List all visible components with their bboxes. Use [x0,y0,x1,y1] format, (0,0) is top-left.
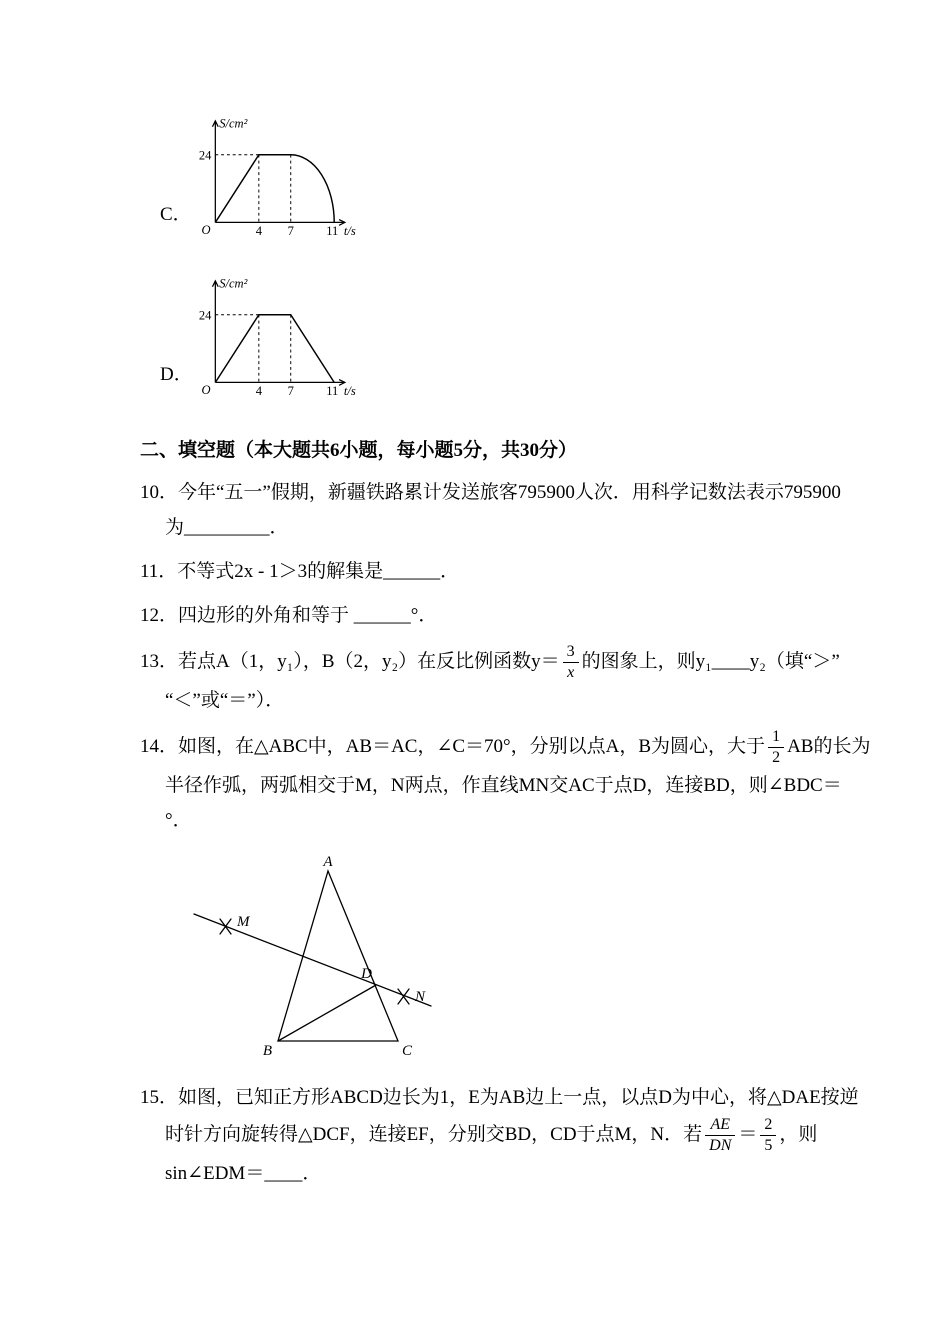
question-14 [140,727,890,838]
x-tick-4: 4 [255,384,262,398]
label-a: A [323,854,333,870]
graph-polyline [215,315,334,383]
fraction-numerator: 2 [760,1115,776,1136]
x-tick-11: 11 [326,224,339,238]
option-c-row [160,114,890,240]
label-b: B [262,1043,272,1059]
option-c-label: C． [160,204,192,225]
question-14-figure [186,854,890,1071]
question-11-text: 11．不等式2x - 1＞3的解集是______． [140,561,460,582]
q14-text-post: AB的长为 [787,735,871,757]
question-12-text: 12．四边形的外角和等于 ______°． [140,605,438,626]
q14-text-pre: 14．如图，在△ABC中，AB＝AC，∠C＝70°，分别以点A，B为圆心，大于 [140,735,766,757]
fraction-numerator: AE [705,1115,735,1136]
line-mn [194,914,431,1006]
question-10-line2: 为_________． [165,517,289,538]
page-content [140,114,890,1191]
question-12 [140,598,890,633]
y-axis-label: S/cm² [219,276,248,291]
label-m: M [237,914,250,930]
question-11 [140,554,890,589]
label-n: N [415,989,426,1005]
label-c: C [402,1043,413,1059]
x-axis-label: t/s [343,224,356,238]
question-15-line3: sin∠EDM＝____． [165,1163,322,1184]
question-14-line1 [140,727,890,768]
question-15-line1: 15．如图，已知正方形ABCD边长为1，E为AB边上一点，以点D为中心，将△DAE按逆 [140,1087,859,1108]
q15-equals: ＝ [738,1123,758,1145]
x-tick-7: 7 [287,224,294,238]
x-axis-label: t/s [343,384,356,398]
fraction-1-over-2 [768,727,784,768]
question-15-line2 [140,1115,890,1156]
option-d-label: D． [160,364,193,385]
fraction-denominator: x [567,664,575,681]
triangle-construction-figure [186,854,456,1066]
option-c-graph [196,114,370,240]
y-tick-24: 24 [198,148,212,163]
x-tick-7: 7 [287,384,294,398]
fraction-denominator: 2 [772,749,781,766]
question-13-line2: “＜”或“＝”）． [165,690,285,711]
y-axis-label: S/cm² [219,116,248,131]
question-13-line1 [140,642,890,683]
segment-bd [278,985,376,1041]
option-d-row [160,274,890,400]
origin-label: O [201,383,211,398]
x-tick-4: 4 [255,224,262,238]
label-d: D [361,966,372,982]
question-15 [140,1080,890,1191]
fraction-numerator: 1 [768,727,784,748]
question-10 [140,475,890,545]
question-10-line1: 10．今年“五一”假期，新疆铁路累计发送旅客795900人次．用科学记数法表示795900 [140,482,841,503]
y-tick-24: 24 [198,308,212,323]
graph-curve [215,155,334,223]
fraction-denominator: 5 [764,1137,773,1154]
q15-text-pre: 时针方向旋转得△DCF，连接EF，分别交BD，CD于点M，N．若 [165,1123,703,1145]
fraction-3-over-x [563,642,579,683]
fraction-2-over-5 [760,1115,776,1156]
origin-label: O [201,223,211,238]
q13-text-post: 的图象上，则y₁____y₂（填“＞” [581,650,840,672]
fraction-ae-over-dn [705,1115,735,1156]
x-tick-11: 11 [326,384,339,398]
fraction-denominator: DN [709,1137,732,1154]
q15-text-post: ，则 [779,1123,818,1145]
section-header: 二、填空题（本大题共6小题，每小题5分，共30分） [140,440,578,461]
option-d-graph [196,274,370,400]
fraction-numerator: 3 [563,642,579,663]
question-14-line3: °． [165,810,192,831]
question-13 [140,642,890,718]
q13-text-pre: 13．若点A（1，y₁），B（2，y₂）在反比例函数y＝ [140,650,560,672]
triangle-abc [278,871,398,1041]
question-14-line2: 半径作弧，两弧相交于M，N两点，作直线MN交AC于点D，连接BD，则∠BDC＝ [165,775,842,796]
